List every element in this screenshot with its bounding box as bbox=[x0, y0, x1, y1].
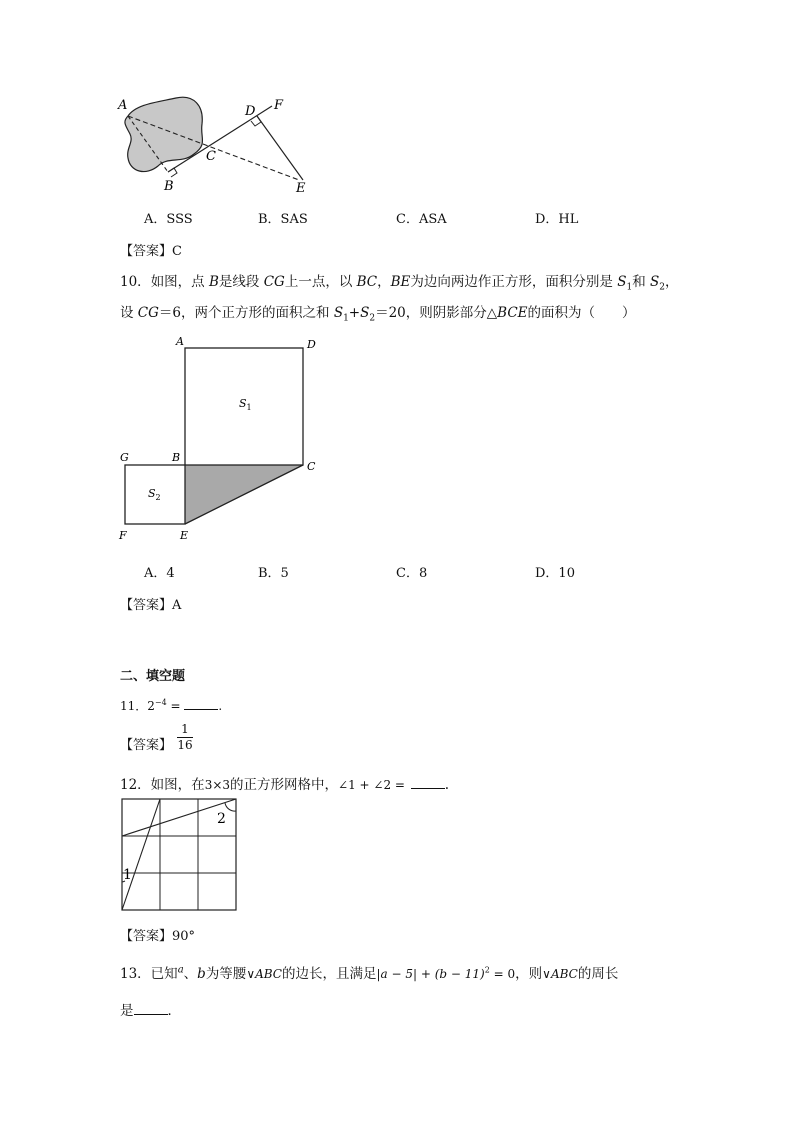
label-f: F bbox=[119, 529, 127, 542]
q10-figure bbox=[110, 332, 325, 547]
label-e: E bbox=[180, 529, 189, 542]
answer-value: A bbox=[172, 598, 182, 613]
q10-line-1: 10．如图，点 B是线段 CG上一点，以 BC，BE为边向两边作正方形，面积分别是 $S_1$和 $S_2$， bbox=[120, 274, 679, 293]
label-s1: $S_1$ bbox=[239, 397, 252, 412]
q10-option-c: C．8 bbox=[396, 566, 428, 581]
q11-answer bbox=[120, 734, 172, 753]
q13-line-2: 是 ． bbox=[120, 1003, 181, 1019]
label-b: B bbox=[164, 179, 174, 194]
answer-tag: 【答案】 bbox=[120, 929, 173, 944]
pond-blob bbox=[125, 97, 203, 171]
answer-value: 90° bbox=[172, 929, 196, 944]
q9-figure bbox=[110, 92, 325, 197]
q13-line-1: 13．已知$^a$、b为等腰∨ABC的边长，且满足$|a - 5| + (b - 11)^2 = 0$，则∨ABC的周长 bbox=[120, 964, 619, 982]
answer-tag: 【答案】 bbox=[120, 244, 173, 259]
q9-answer bbox=[120, 240, 182, 259]
label-b: B bbox=[172, 451, 181, 464]
q10-option-d: D．10 bbox=[535, 566, 575, 581]
fraction-numerator: 1 bbox=[181, 722, 189, 736]
fraction-denominator: 16 bbox=[177, 738, 193, 752]
q10-option-a: A．4 bbox=[144, 566, 175, 581]
label-s2: $S_2$ bbox=[148, 487, 161, 502]
angle-1-label: 1 bbox=[123, 867, 132, 883]
label-a: A bbox=[118, 98, 128, 113]
q9-option-c: C．ASA bbox=[396, 212, 447, 227]
angle-2-arc bbox=[225, 803, 236, 811]
right-angle-b bbox=[168, 168, 177, 177]
answer-tag: 【答案】 bbox=[120, 738, 173, 753]
q12-answer bbox=[120, 925, 195, 944]
label-d: D bbox=[245, 104, 256, 119]
diagonal-line-1 bbox=[122, 799, 160, 910]
q10-line-2: 设 CG＝6，两个正方形的面积之和 $S_1+S_2=20$，则阴影部分△BCE的面积为（ ） bbox=[120, 305, 636, 324]
label-c: C bbox=[206, 149, 216, 164]
label-d: D bbox=[307, 338, 316, 351]
q11-blank bbox=[184, 697, 218, 710]
q12-grid-figure bbox=[120, 797, 240, 913]
label-f: F bbox=[274, 98, 284, 113]
answer-value: C bbox=[172, 244, 182, 259]
line-de bbox=[257, 116, 303, 180]
q10-option-b: B．5 bbox=[258, 566, 289, 581]
q13-blank bbox=[134, 1002, 168, 1015]
q9-option-d: D．HL bbox=[535, 212, 579, 227]
q12-question: 12．如图，在3×3的正方形网格中，∠1 + ∠2 = . bbox=[120, 777, 450, 793]
label-c: C bbox=[307, 460, 316, 473]
angle-2-label: 2 bbox=[217, 811, 226, 827]
label-e: E bbox=[296, 181, 306, 196]
section-title: 二、填空题 bbox=[120, 669, 186, 684]
answer-tag: 【答案】 bbox=[120, 598, 173, 613]
label-g: G bbox=[120, 451, 129, 464]
label-a: A bbox=[176, 335, 184, 348]
q12-blank bbox=[411, 776, 445, 789]
q9-option-a: A．SSS bbox=[144, 212, 193, 227]
q10-answer bbox=[120, 594, 181, 613]
q11-question: 11．$2^{-4}$ = . bbox=[120, 698, 223, 713]
q11-fraction bbox=[176, 722, 194, 753]
q9-option-b: B．SAS bbox=[258, 212, 308, 227]
